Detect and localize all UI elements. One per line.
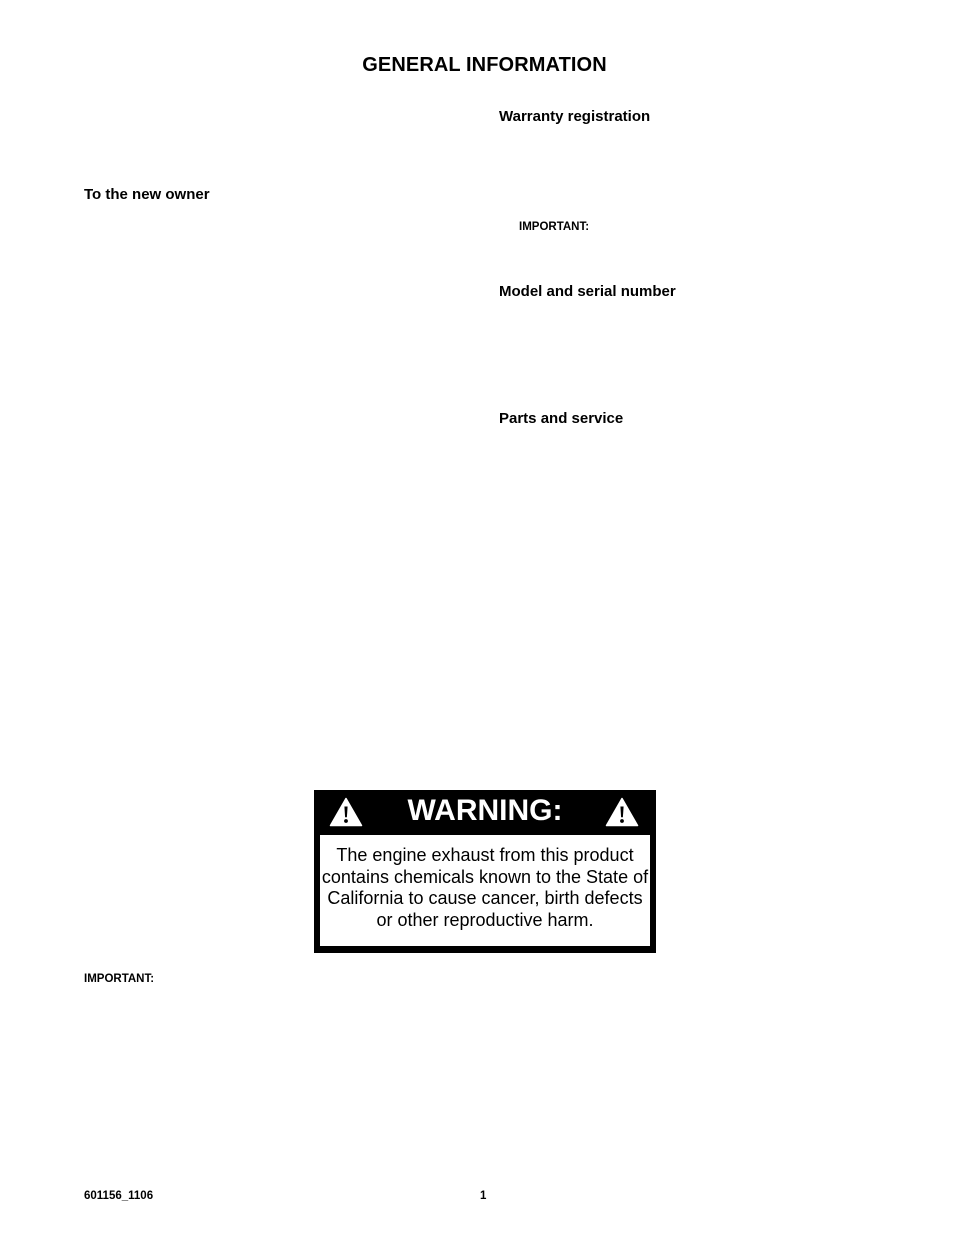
- document-code: 601156_1106: [84, 1190, 154, 1202]
- heading-model-and-serial-number: Model and serial number: [499, 283, 676, 300]
- heading-warranty-registration: Warranty registration: [499, 108, 651, 125]
- warning-triangle-icon: [605, 797, 639, 827]
- important-label-left: IMPORTANT:: [84, 973, 155, 985]
- page-title: GENERAL INFORMATION: [362, 54, 607, 76]
- heading-parts-and-service: Parts and service: [499, 410, 624, 427]
- heading-to-the-new-owner: To the new owner: [84, 186, 210, 203]
- important-label-right: IMPORTANT:: [519, 221, 590, 233]
- warning-box: [314, 790, 656, 953]
- warning-title: WARNING:: [407, 794, 563, 827]
- page-number: 1: [480, 1190, 487, 1202]
- warning-body-text: The engine exhaust from this product contains chemicals known to the State of California to cause cancer, birth defects or other reproductive harm.: [320, 835, 650, 946]
- warning-header: [314, 790, 656, 834]
